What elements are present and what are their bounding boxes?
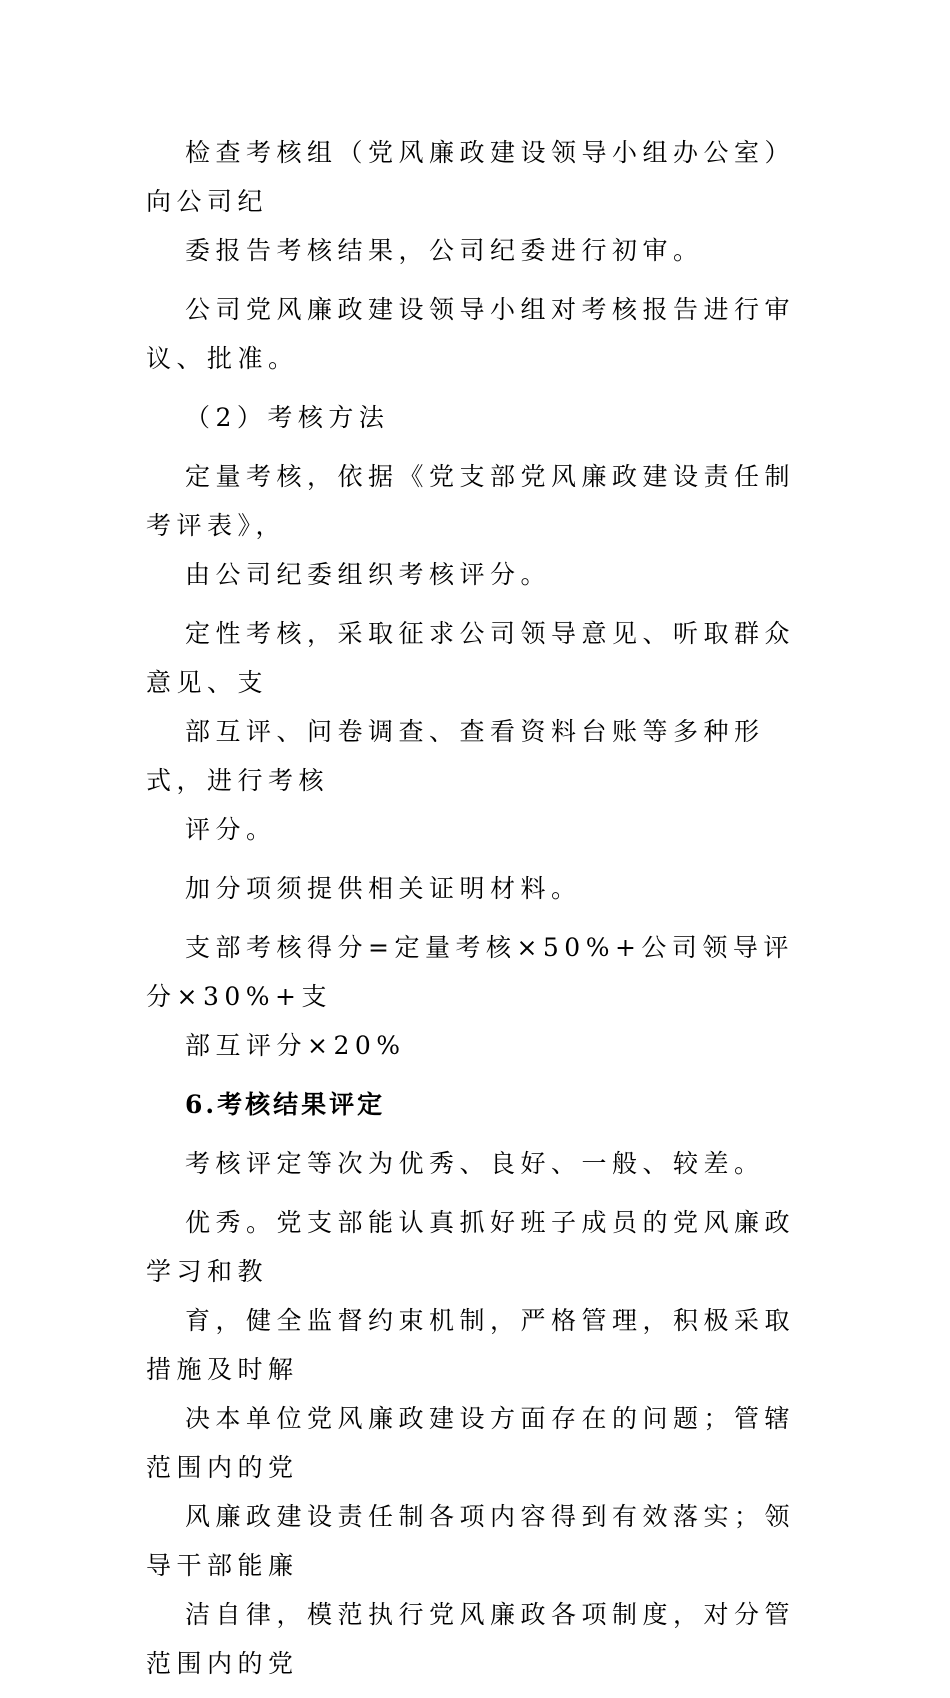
text-line: （2）考核方法 [185, 403, 390, 432]
text-line: 优秀。党支部能认真抓好班子成员的党风廉政学习和教 [146, 1208, 796, 1286]
text-line: 部互评分×20% [185, 1031, 406, 1060]
text-line: 部互评、问卷调查、查看资料台账等多种形式，进行考核 [146, 717, 765, 795]
document-body [146, 128, 814, 1698]
text-line: 加分项须提供相关证明材料。 [185, 874, 582, 903]
text-line: 由公司纪委组织考核评分。 [185, 560, 552, 589]
paragraph-quantitative-assessment [146, 452, 814, 599]
text-line: 检查考核组（党风廉政建设领导小组办公室）向公司纪 [146, 138, 796, 216]
text-line: 公司党风廉政建设领导小组对考核报告进行审议、批准。 [146, 295, 796, 373]
text-line: 6.考核结果评定 [185, 1090, 386, 1119]
paragraph-qualitative-assessment [146, 609, 814, 854]
text-line: 洁自律，模范执行党风廉政各项制度，对分管范围内的党 [146, 1600, 796, 1678]
text-line: 决本单位党风廉政建设方面存在的问题；管辖范围内的党 [146, 1404, 796, 1482]
text-line: 评分。 [185, 815, 277, 844]
section-heading-result-evaluation [146, 1080, 814, 1129]
paragraph-bonus-items [146, 864, 814, 913]
text-line: 考核评定等次为优秀、良好、一般、较差。 [185, 1149, 765, 1178]
text-line: 委报告考核结果，公司纪委进行初审。 [185, 236, 704, 265]
paragraph-report-to-commission [146, 128, 814, 275]
paragraph-review-approval [146, 285, 814, 383]
text-line: 定量考核，依据《党支部党风廉政建设责任制考评表》， [146, 462, 796, 540]
paragraph-evaluation-levels [146, 1139, 814, 1188]
text-line: 支部考核得分=定量考核×50%+公司领导评分×30%+支 [146, 933, 794, 1011]
paragraph-score-formula [146, 923, 814, 1070]
paragraph-excellent-criteria [146, 1198, 814, 1688]
text-line: 定性考核，采取征求公司领导意见、听取群众意见、支 [146, 619, 796, 697]
text-line: 育，健全监督约束机制，严格管理，积极采取措施及时解 [146, 1306, 796, 1384]
text-line: 风廉政建设责任制各项内容得到有效落实；领导干部能廉 [146, 1502, 796, 1580]
subheading-assessment-method [146, 393, 814, 442]
